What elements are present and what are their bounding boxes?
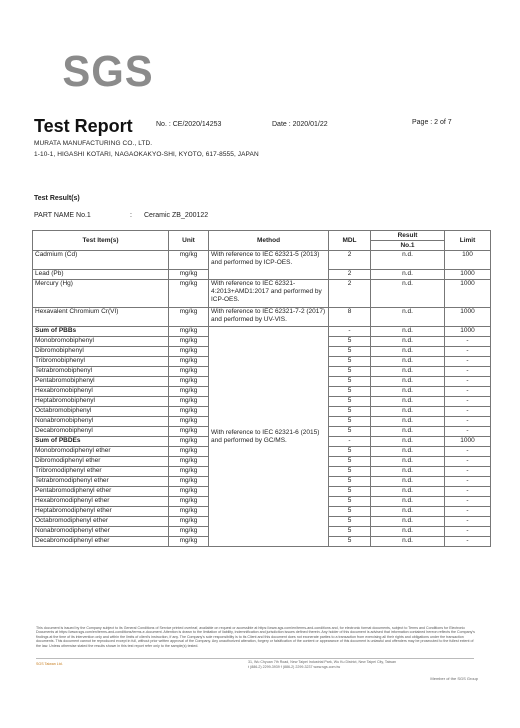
cell-limit: - (445, 407, 491, 417)
cell-result: n.d. (371, 457, 445, 467)
cell-mdl: 5 (329, 517, 371, 527)
cell-unit: mg/kg (169, 537, 209, 547)
table-row (33, 251, 491, 270)
cell-item: Decabromodiphenyl ether (33, 537, 169, 547)
cell-result: n.d. (371, 417, 445, 427)
cell-mdl: 5 (329, 447, 371, 457)
cell-item: Lead (Pb) (33, 270, 169, 280)
cell-mdl: 5 (329, 397, 371, 407)
cell-limit: - (445, 467, 491, 477)
cell-limit: - (445, 337, 491, 347)
cell-mdl: 5 (329, 527, 371, 537)
cell-result: n.d. (371, 537, 445, 547)
cell-limit: - (445, 367, 491, 377)
page-number: Page : 2 of 7 (412, 119, 452, 126)
footer-bar (36, 658, 474, 672)
cell-mdl: 8 (329, 308, 371, 327)
report-title: Test Report (34, 116, 133, 136)
footer-disclaimer: This document is issued by the Company subject to its General Conditions of Service printed overleaf, available on request or accessible at https://www.sgs.com/en/terms-and-conditions and, for electronic format documents, subject to Terms and Conditions for Electronic Documents at https://www.sgs.com/en/terms-and-conditions/terms-e-document. Attention is drawn to the limitation of liability, indemnification and jurisdiction issues defined therein. Any holder of this document is advised that information contained hereon reflects the Company's findings at the time of its intervention only and within the limits of client's instruction, if any. The Company's sole responsibility is to its Client and this document does not exonerate parties to a transaction from exercising all their rights and obligations under the transaction documents. This document cannot be reproduced except in full, without prior written approval of the Company. Any unauthorized alteration, forgery or falsification of the content or appearance of this document is unlawful and offenders may be prosecuted to the fullest extent of the law. Unless otherwise stated the results shown in this test report refer only to the sample(s) tested. (36, 626, 475, 648)
cell-limit: - (445, 347, 491, 357)
cell-limit: - (445, 477, 491, 487)
company-name: MURATA MANUFACTURING CO., LTD. (34, 140, 153, 147)
cell-unit: mg/kg (169, 280, 209, 308)
cell-mdl: 5 (329, 497, 371, 507)
cell-result: n.d. (371, 477, 445, 487)
header-no1: No.1 (371, 241, 445, 251)
cell-result: n.d. (371, 367, 445, 377)
footer-contact (248, 660, 396, 669)
cell-method: With reference to IEC 62321-7-2 (2017) and performed by UV-VIS. (209, 308, 329, 327)
cell-mdl: 5 (329, 387, 371, 397)
cell-result: n.d. (371, 447, 445, 457)
cell-item: Mercury (Hg) (33, 280, 169, 308)
cell-item: Octabromobiphenyl (33, 407, 169, 417)
cell-limit: - (445, 537, 491, 547)
cell-item: Tetrabromodiphenyl ether (33, 477, 169, 487)
cell-unit: mg/kg (169, 387, 209, 397)
cell-limit: 1000 (445, 437, 491, 447)
cell-item: Sum of PBDEs (33, 437, 169, 447)
cell-unit: mg/kg (169, 507, 209, 517)
table-row (33, 327, 491, 337)
cell-unit: mg/kg (169, 407, 209, 417)
footer-address: 31, Wu Chyuan 7th Road, New Taipei Industrial Park, Wu Ku District, New Taipei City, Taiwan (248, 660, 397, 664)
cell-item: Heptabromodiphenyl ether (33, 507, 169, 517)
cell-unit: mg/kg (169, 457, 209, 467)
cell-mdl: 5 (329, 347, 371, 357)
cell-unit: mg/kg (169, 270, 209, 280)
cell-unit: mg/kg (169, 477, 209, 487)
cell-limit: - (445, 377, 491, 387)
cell-mdl: 5 (329, 507, 371, 517)
table-body (33, 251, 491, 547)
cell-result: n.d. (371, 517, 445, 527)
cell-limit: - (445, 447, 491, 457)
cell-mdl: 2 (329, 280, 371, 308)
cell-limit: - (445, 457, 491, 467)
cell-limit: 1000 (445, 327, 491, 337)
cell-unit: mg/kg (169, 527, 209, 537)
cell-item: Cadmium (Cd) (33, 251, 169, 270)
footer-sgs-line: SGS Taiwan Ltd. (36, 662, 63, 666)
part-name-label: PART NAME No.1 (34, 212, 91, 219)
cell-item: Tribromodiphenyl ether (33, 467, 169, 477)
cell-item: Nonabromodiphenyl ether (33, 527, 169, 537)
company-address: 1-10-1, HIGASHI KOTARI, NAGAOKAKYO-SHI, KYOTO, 617-8555, JAPAN (34, 151, 259, 158)
cell-method: With reference to IEC 62321-5 (2013) and performed by ICP-OES. (209, 251, 329, 280)
cell-limit: 1000 (445, 270, 491, 280)
cell-item: Decabromobiphenyl (33, 427, 169, 437)
cell-unit: mg/kg (169, 417, 209, 427)
cell-limit: - (445, 417, 491, 427)
cell-unit: mg/kg (169, 437, 209, 447)
cell-limit: 100 (445, 251, 491, 270)
footer-phone: t (886-2) 2299-3939 f (886-2) 2299-3237 www.sgs.com.tw (248, 664, 341, 669)
header-mdl: MDL (329, 231, 371, 251)
cell-item: Tribromobiphenyl (33, 357, 169, 367)
cell-result: n.d. (371, 308, 445, 327)
cell-unit: mg/kg (169, 251, 209, 270)
table-row (33, 280, 491, 308)
cell-unit: mg/kg (169, 347, 209, 357)
cell-result: n.d. (371, 437, 445, 447)
footer-member: Member of the SGS Group (430, 676, 478, 681)
cell-unit: mg/kg (169, 517, 209, 527)
cell-result: n.d. (371, 427, 445, 437)
cell-unit: mg/kg (169, 427, 209, 437)
cell-result: n.d. (371, 467, 445, 477)
cell-result: n.d. (371, 357, 445, 367)
sgs-logo: SGS (62, 47, 154, 96)
cell-mdl: 2 (329, 270, 371, 280)
cell-item: Pentabromodiphenyl ether (33, 487, 169, 497)
cell-method: With reference to IEC 62321-6 (2015) and performed by GC/MS. (209, 327, 329, 547)
cell-unit: mg/kg (169, 308, 209, 327)
header-unit: Unit (169, 231, 209, 251)
cell-mdl: - (329, 327, 371, 337)
cell-unit: mg/kg (169, 447, 209, 457)
cell-unit: mg/kg (169, 467, 209, 477)
cell-result: n.d. (371, 327, 445, 337)
cell-unit: mg/kg (169, 377, 209, 387)
cell-result: n.d. (371, 377, 445, 387)
cell-unit: mg/kg (169, 357, 209, 367)
cell-limit: - (445, 487, 491, 497)
cell-item: Sum of PBBs (33, 327, 169, 337)
cell-mdl: 5 (329, 477, 371, 487)
part-name-value: Ceramic ZB_200122 (144, 212, 209, 219)
cell-result: n.d. (371, 527, 445, 537)
cell-item: Hexabromodiphenyl ether (33, 497, 169, 507)
cell-mdl: 5 (329, 357, 371, 367)
table-row (33, 308, 491, 327)
cell-limit: 1000 (445, 308, 491, 327)
cell-unit: mg/kg (169, 367, 209, 377)
cell-mdl: 5 (329, 407, 371, 417)
report-number: No. : CE/2020/14253 (156, 121, 222, 128)
header-limit: Limit (445, 231, 491, 251)
cell-item: Nonabromobiphenyl (33, 417, 169, 427)
cell-item: Hexabromobiphenyl (33, 387, 169, 397)
cell-item: Monobromobiphenyl (33, 337, 169, 347)
cell-result: n.d. (371, 280, 445, 308)
cell-mdl: 5 (329, 367, 371, 377)
cell-unit: mg/kg (169, 487, 209, 497)
cell-result: n.d. (371, 347, 445, 357)
cell-limit: - (445, 527, 491, 537)
cell-limit: - (445, 357, 491, 367)
cell-item: Dibromobiphenyl (33, 347, 169, 357)
cell-mdl: 5 (329, 457, 371, 467)
report-date: Date : 2020/01/22 (272, 121, 328, 128)
cell-mdl: 5 (329, 337, 371, 347)
header-result: Result (371, 231, 445, 241)
cell-unit: mg/kg (169, 327, 209, 337)
cell-mdl: 5 (329, 467, 371, 477)
header-test-item: Test Item(s) (33, 231, 169, 251)
cell-item: Octabromodiphenyl ether (33, 517, 169, 527)
cell-result: n.d. (371, 387, 445, 397)
cell-result: n.d. (371, 251, 445, 270)
cell-result: n.d. (371, 507, 445, 517)
cell-mdl: 5 (329, 537, 371, 547)
cell-mdl: 5 (329, 487, 371, 497)
cell-limit: - (445, 517, 491, 527)
cell-limit: - (445, 397, 491, 407)
cell-unit: mg/kg (169, 397, 209, 407)
cell-result: n.d. (371, 497, 445, 507)
cell-result: n.d. (371, 407, 445, 417)
cell-method: With reference to IEC 62321-4:2013+AMD1:2017 and performed by ICP-OES. (209, 280, 329, 308)
cell-mdl: - (329, 437, 371, 447)
part-name-colon: : (130, 212, 132, 219)
cell-limit: - (445, 497, 491, 507)
cell-result: n.d. (371, 397, 445, 407)
cell-item: Tetrabromobiphenyl (33, 367, 169, 377)
cell-mdl: 5 (329, 417, 371, 427)
section-title: Test Result(s) (34, 195, 80, 202)
cell-limit: - (445, 507, 491, 517)
cell-item: Dibromodiphenyl ether (33, 457, 169, 467)
cell-limit: - (445, 427, 491, 437)
header-method: Method (209, 231, 329, 251)
cell-mdl: 5 (329, 427, 371, 437)
cell-result: n.d. (371, 270, 445, 280)
cell-mdl: 2 (329, 251, 371, 270)
cell-limit: 1000 (445, 280, 491, 308)
cell-item: Heptabromobiphenyl (33, 397, 169, 407)
cell-result: n.d. (371, 487, 445, 497)
cell-limit: - (445, 387, 491, 397)
cell-unit: mg/kg (169, 337, 209, 347)
cell-result: n.d. (371, 337, 445, 347)
cell-unit: mg/kg (169, 497, 209, 507)
part-name (34, 212, 209, 219)
cell-item: Monobromodiphenyl ether (33, 447, 169, 457)
results-table (32, 230, 491, 547)
cell-item: Pentabromobiphenyl (33, 377, 169, 387)
cell-item: Hexavalent Chromium Cr(VI) (33, 308, 169, 327)
cell-mdl: 5 (329, 377, 371, 387)
